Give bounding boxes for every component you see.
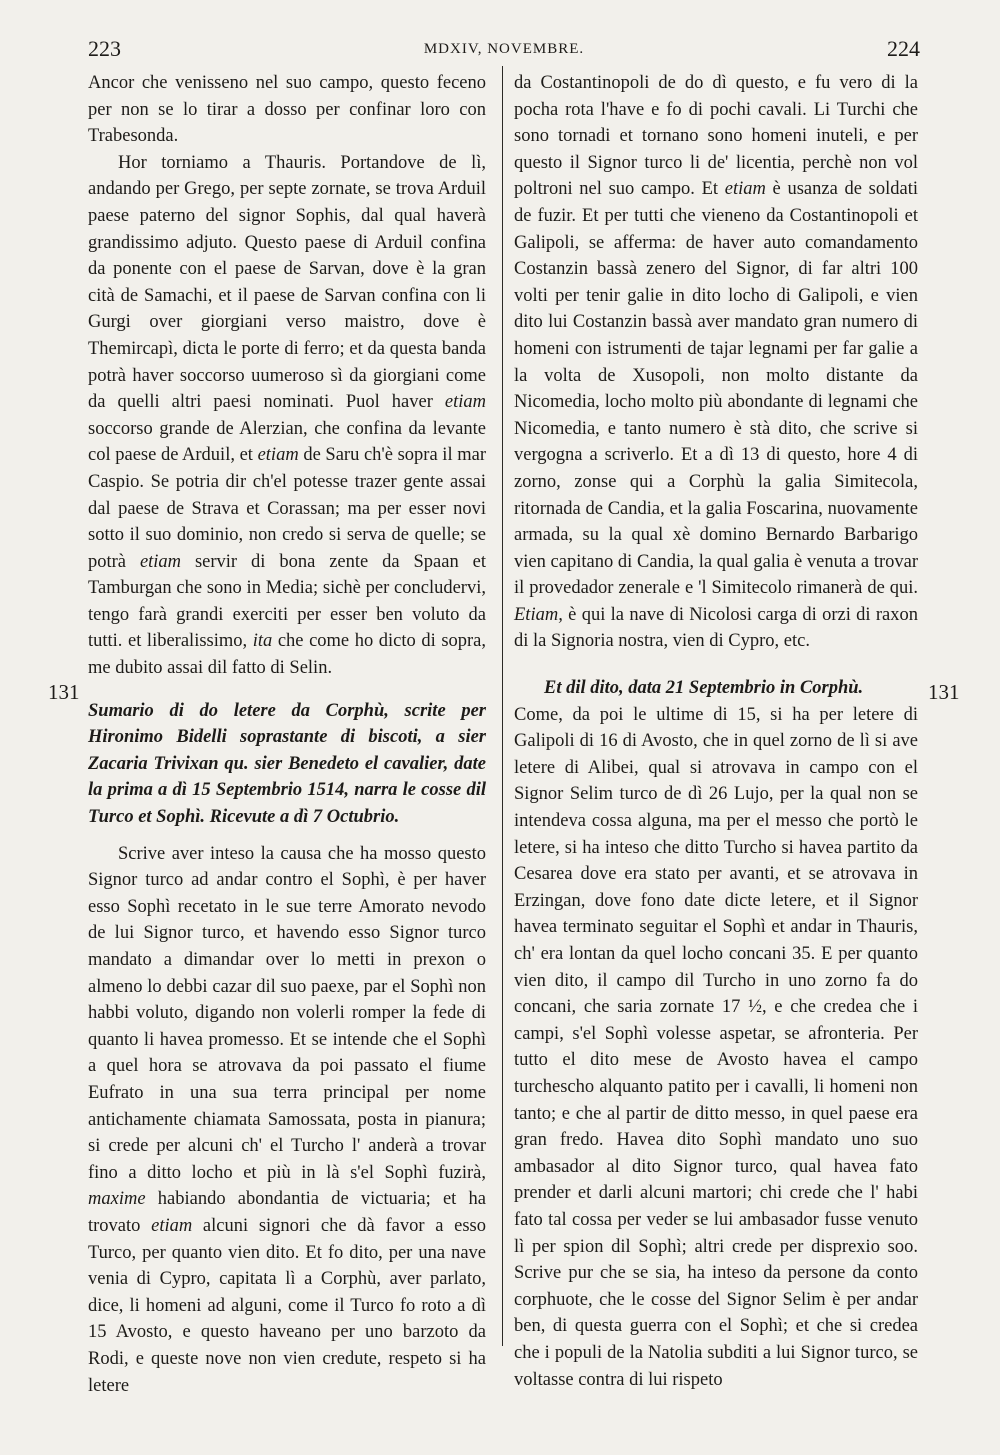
page-header [88,36,920,66]
text-run: Hor torniamo a Thauris. Portandove de lì, andando per Grego, per septe zornate, se trova Arduil paese paterno del signor Sophis, dal qual haverà grandissimo adjuto. Questo paese di Arduil confina da ponente con el paese de Sarvan, dove è la gran cità de Samachi, et il paese de Sarvan confina con li Gurgi over giorgiani verso maistro, dove è Themircapì, dicta le porte di ferro; et da questa banda potrà haver soccorso uumeroso sì da giorgiani come da quelli altri paesi nominati. Puol haver [88,152,486,413]
paragraph-scrive [88,841,486,1399]
italic-word: etiam [724,179,766,200]
section-heading-dito: Et dil dito, data 21 Septembrio in Corphù. [544,678,864,699]
text-run: da Costantinopoli de do dì questo, e fu vero di la pocha rota l'have e fo di pochi cavali. Li Turchi che sono tornadi et tornano sono homeni inuteli, e per questo il Signor turco li de' licentia, perchè non vol poltroni nel suo campo. Et [514,73,918,200]
paragraph-costantinopoli [514,70,918,655]
text-run: alcuni signori che dà favor a esso Turco, per quanto vien dito. Et fo dito, per una nave venia di Cypro, capitata lì a Corphù, aver parlato, dice, li homeni ad alguni, come il Turco fo roto a dì 15 Avosto, e questo haveano per uno barzoto da Rodi, e queste nove non vien credute, respeto si ha letere [88,1215,486,1396]
left-column [88,70,486,1399]
paragraph-thauris [88,150,486,682]
text-run: servir di bona zente da Spaan et Tamburgan che sono in Media; sichè per concludervi, tengo farà grandi exerciti per esser ben voluto da tutti. et liberalissimo, [88,551,486,652]
section-heading-sumario: Sumario di do letere da Corphù, scrite per Hironimo Bidelli soprastante di biscoti, a sier Zacaria Trivixan qu. sier Benedeto el cavalier, date la prima a dì 15 Septembrio 1514, narra le cosse dil Turco et Sophì. Ricevute a dì 7 Octubrio. [88,700,486,828]
text-run: Scrive aver inteso la causa che ha mosso questo Signor turco ad andar contro el Sophì, è per haver esso Sophì recetato in le sue terre Amorato nevodo de lui Signor turco, et havendo esso Signor turco mandato a dimandar over lo metti in prexon o almeno lo debbi cazar dil suo paexe, par el Sophì non habbi voluto, digando non volerli romper la fede di quanto li havea promesso. Et se intende che el Sophì a quel hora se atrovava da poi passato el fiume Eufrato in una sua terra principal per nome antichamente chiamata Samossata, posta in pianura; si crede per alcuni ch' el Turcho l' anderà a trovar fino a ditto locho et più in là s'el Sophì fuzirà, [88,843,486,1183]
italic-word: ita [252,631,273,652]
text-run: è qui la nave di Nicolosi carga di orzi di raxon di la Signoria nostra, vien di Cypro, etc. [514,604,918,652]
page-number-right: 224 [887,36,920,61]
running-title: MDXIV, NOVEMBRE. [423,41,585,57]
column-divider [502,66,503,1346]
text-run: de Saru ch'è sopra il mar Caspio. Se potria dir ch'el potesse trazer gente assai dal paese de Strava et Corassan; ma per esser novi sotto il suo dominio, non credo si serva de quelle; se potrà [88,445,486,572]
paragraph-continuation: Ancor che venisseno nel suo campo, questo feceno per non se lo tirar a dosso per confinar loro con Trabesonda. [88,73,486,147]
italic-word: Etiam, [514,604,563,625]
right-column [514,70,918,1393]
paragraph-come: Come, da poi le ultime di 15, si ha per letere di Galipoli di 16 di Avosto, che in quel zorno de lì si ave letere di Alibei, qual si atrovava in campo con el Signor Selim turco de dì 26 Lujo, per la qual non se intendeva cossa alguna, ma per el messo che portò le letere, si ha inteso che ditto Turcho si havea partito da Cesarea dove era stato per avanti, et se atrovava in Erzingan, dove fono date dicte letere, et il Signor havea terminato seguitar el Sophì et andar in Thauris, ch' era lontan da quel locho concani 35. E per quanto vien dito, il campo dil Turcho in uno zorno fa do concani, che saria zornate 17 ½, e che credea che i campi, s'el Sophì volesse aspetar, se afronteria. Per tutto el dito mese de Avosto havea el campo turchescho alquanto patito per i cavalli, li homeni non tanto; e che al partir de ditto messo, in quel paese era gran fredo. Havea dito Sophì mandato uno suo ambasador al dito Signor turco, qual havea fato prender et darli alcuni martori; chi crede che l' habi fato tal cossa per veder se lui ambasador fusse venuto lì per spion dil Sophì; altri crede per disprexio soo. Scrive pur che se sia, ha inteso da persone da conto corphuote, che le cosse del Signor Selim è per andar ben, di questa guerra con el Sophì; et che si credea che i populi de la Natolia subditi a lui Signor turco, se voltasse contra di lui rispeto [514,704,918,1390]
text-run: è usanza de soldati de fuzir. Et per tutti che vieneno da Costantinopoli et Galipoli, se afferma: de haver auto comandamento Costanzin bassà zenero del Signor, di far altri 100 volti per tenir galie in dito locho di Galipoli, e vien dito lui Costanzin bassà aver mandato gran numero di homeni con istrumenti de tajar legnami per far galie a la volta de Xusopoli, non molto distante da Nicomedia, locho molto più abondante di legnami che Nicomedia, e tanto numero è stà dito, che scrive si vergogna a scriverlo. Et a dì 13 di questo, hore 4 di zorno, zonse qui a Corphù la galia Simitecola, ritornada de Candia, et la galia Foscarina, nuovamente armada, su la qual xè domino Bernardo Barbarigo vien capitano di Candia, la qual galia è venuta a trovar il provedador zenerale e 'l Simitecolo rimanerà de qui. [514,179,918,599]
margin-number-right: 131 [928,680,960,704]
italic-word: etiam [257,445,299,466]
italic-word: etiam [444,392,486,413]
margin-number-left: 131 [48,680,80,704]
page-number-left: 223 [88,36,121,61]
text-run: habiando abondantia de victuaria; et ha trovato [88,1189,486,1236]
italic-word: etiam [139,551,182,572]
text-run: che come ho dicto di sopra, me dubito assai dil fatto di Selin. [88,631,487,679]
italic-word: etiam [151,1215,193,1236]
italic-word: maxime [88,1189,146,1210]
text-run: soccorso grande de Alerzian, che confina da levante col paese de Arduil, et [88,418,486,466]
